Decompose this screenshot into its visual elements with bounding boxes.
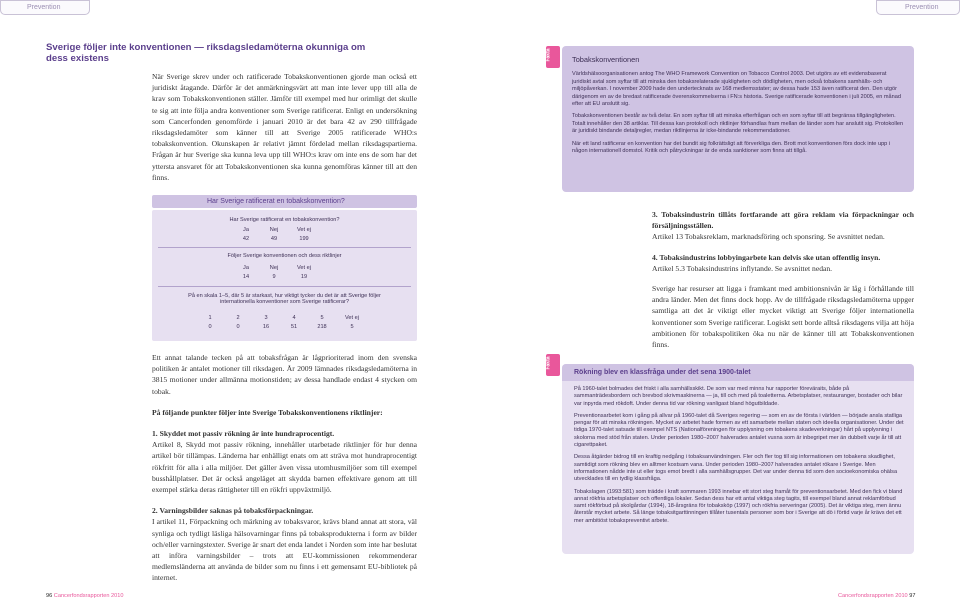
survey-val: 14 xyxy=(242,274,250,280)
survey-divider xyxy=(158,247,411,248)
survey-col: Vet ej xyxy=(297,227,311,233)
survey-col: Ja xyxy=(243,265,249,271)
fakta-paragraph: På 1960-talet bolmades det friskt i alla samhällsskikt. De som var med minns hur rapporter föreväraits, både på sammanträdesbordern och brevbod skrivmaskinerna — ja, till och med på toaletterna. Arbetsplatser, restauranger, bostader och bilar var inpyrda med rökdoft. Under denna tid var rökning vanligast bland högutbildade. xyxy=(574,386,903,407)
survey-val: 0 xyxy=(208,324,212,330)
survey-question-3: På en skala 1–5, där 5 är starkast, hur viktigt tycker du det är att Sverige följer internationella konventioner som Sverige ratificerar? xyxy=(188,293,381,305)
footer-left xyxy=(46,593,123,599)
survey-col: Ja xyxy=(243,227,249,233)
fakta-tag-label: Fakta xyxy=(545,48,552,62)
survey-col: Nej xyxy=(269,227,279,233)
survey-question-2: Följer Sverige konventionen och dess riktlinjer xyxy=(227,253,342,259)
fakta-paragraph: Preventionsarbetet kom i gång på allvar på 1960-talet då Sveriges regering — som en av de första i världen — började ansla statliga pengar för att minska rökningen. Mycket av arbetet hade formen av ett samarbete mellan staten och ideella organisationer. Under det tidiga 1970-talet satsade till exempel NTS (Nationalföreningen för upplysning om tobakens skadeverkningar) hårt på upplysning i skolorna med stöd från staten. Under perioden 1980–2007 halverades antalet vuxna som är inbegripet mer än dubbelt varje år till att cigarettpaket. xyxy=(574,412,904,449)
body-paragraph: Ett annat talande tecken på att tobaksfrågan är lågprioriterad inom den svenska politiken är antalet motioner till riksdagen. År 2009 lämnades riksdagsledamöterna in 3815 motioner under allmänna motionstiden; av dessa handlade endast 4 stycken om tobak. xyxy=(152,353,417,396)
point-4 xyxy=(652,252,914,274)
publication-name-left: Cancerfondsrapporten 2010 xyxy=(53,593,124,599)
survey-header: Har Sverige ratificerat en tobakskonvention? xyxy=(152,195,417,208)
survey-col: 2 xyxy=(236,315,240,321)
fakta-box-tobakskonventionen xyxy=(562,46,914,192)
publication-name-right: Cancerfondsrapporten 2010 xyxy=(838,593,908,599)
point-3-title: 3. Tobaksindustrin tillåts fortfarande att göra reklam via förpackningar och försäljningsställen. xyxy=(652,210,914,231)
survey-col: Vet ej xyxy=(345,315,359,321)
page-heading: Sverige följer inte konventionen — riksdagsledamöterna okunniga om dess existens xyxy=(46,42,366,64)
fakta-paragraph: Världshälsoorganisationen antog The WHO Framework Convention on Tobacco Control 2003. Det utgörs av ett evidensbaserat juridiskt avtal som syftar till att minska den tobaksrelaterade sjukligheten och dödligheten, men också tobakens samhälls- och miljöpåverkan. I november 2009 hade den undertecknats av 168 medlemsstater; av dessa hade 153 även ratificerat den. Den utgör därigenom en av de bredast ratificerade överenskommelserna i FN:s historia. Sverige ratificerade konventionen i juli 2005, en månad efter att EU anslutit sig. xyxy=(572,71,901,108)
fakta-tag-1 xyxy=(546,46,560,68)
survey-box xyxy=(152,210,417,341)
point-4-text: Artikel 5.3 Tobaksindustrins inflytande. Se avsnittet nedan. xyxy=(652,263,833,273)
survey-val: 9 xyxy=(272,274,276,280)
survey-val: 0 xyxy=(236,324,240,330)
survey-val: 49 xyxy=(270,236,278,242)
survey-val: 19 xyxy=(300,274,308,280)
left-intro-paragraph: När Sverige skrev under och ratificerade Tobakskonventionen gjorde man också ett juridiskt åtagande. Därför är det anmärkningsvärt att man inte lever upp till alla de krav som Tobakskonventionen ställer. Jämför till exempel med hur orimligt det skulle te sig att inte följa andra konventioner som Sverige ratificerat. Enligt en undersökning som Cancerfonden genomförde i januari 2010 är det bara 42 av 290 tillfrågade riksdagsledamöter som känner till att Sverige 2005 ratificerade WHO:s tobakskonvention. Okunskapen är relativt jämnt fördelad mellan riksdagspartierna. Frågan är hur Sverige ska kunna leva upp till WHO:s krav om inte ens de som har det yttersta ansvaret för att Tobakskonventionen ska kunna genomföras känner till att den finns. xyxy=(152,72,417,182)
point-2-text: I artikel 11, Förpackning och märkning av tobaksvaror, krävs bland annat att stora, väl synliga och tydligt läsliga hälsovarningar finns på tobaksprodukterna i form av bilder och/eller varningstexter. Sverige är snart det enda landet i Norden som inte har beslutat att införa varningsbilder – trots att EU-kommissionen rekommenderar medlemsländerna att använda de bilder som nu finns i ett gemensamt EU-bibliotek på internet. xyxy=(152,517,417,583)
survey-val: 16 xyxy=(262,324,270,330)
point-4-title: 4. Tobaksindustrins lobbyingarbete kan delvis ske utan offentlig insyn. xyxy=(652,252,881,262)
footer-right xyxy=(838,593,915,599)
fakta-box-klassfraga xyxy=(562,364,914,554)
point-2 xyxy=(152,505,417,583)
survey-col: 1 xyxy=(208,315,212,321)
page-number-right: 97 xyxy=(909,593,916,599)
survey-col: 5 xyxy=(320,315,324,321)
point-2-title: 2. Varningsbilder saknas på tobaksförpackningar. xyxy=(152,506,314,516)
fakta-paragraph: När ett land ratificerar en konvention har det bundit sig folkrättsligt att förverkliga den. Brott mot konventionen förs dock inte upp i någon internationell domstol. Kritik och påtryckningar är de enda sanktioner som finns att tillgå. xyxy=(572,140,891,155)
survey-val: 51 xyxy=(290,324,298,330)
fakta-tag-2 xyxy=(546,354,560,376)
survey-val: 218 xyxy=(317,324,327,330)
point-3-text: Artikel 13 Tobaksreklam, marknadsföring och sponsring. Se avsnittet nedan. xyxy=(652,232,885,242)
body-paragraph: Sverige har resurser att ligga i framkant med ambitionsnivån är låg i förhållande till andra länder. Men det finns dock hopp. Av de tillfrågade riksdagsledamöterna uppger samtliga att det är viktigt eller mycket viktigt att Sverige följer internationella konventioner som Sverige ratificerar. Logiskt sett borde alltså riksdagens vilja att höja ambitionen för tobakspolitiken öka nu när de känner till att Tobakskonventionen finns. xyxy=(652,284,914,350)
survey-val: 42 xyxy=(242,236,250,242)
fakta-paragraph: Dessa åtgärder bidrog till en kraftig nedgång i tobaksanvändningen. Fler och fler tog till sig informationen om tobakens skadlighet, samtidigt som rökning blev en alltmer kostsam vana. Under perioden 1980–2007 halverades antalet rökare i Sverige. Men informationen nådde inte ut eller togs emot bredt i alla samhällsgrupper. Det var under denna tid som den socioekonomiska ohälsa utvecklades till en tydlig klassfråga. xyxy=(574,454,898,483)
right-body-text xyxy=(652,209,914,359)
point-1 xyxy=(152,428,417,495)
page-number-left: 96 xyxy=(46,593,53,599)
left-intro-text xyxy=(152,71,417,183)
point-3 xyxy=(652,209,914,243)
fakta-paragraph: Tobakslagen (1993:581) som trädde i kraft sommaren 1993 innebar ett stort steg framåt för preventionsarbetet. Med den fick vi bland annat rökfria arbetsplatser och offentliga lokaler. Sedan dess har ett antal viktiga steg tagits, till exempel bland annat reklamförbud samt rökförbud på skolgårdar (1994), 18-årsgräns för tobaksköp (1997) och rökfria serveringar (2005). Det är viktiga steg, men ännu återstår mycket arbete. Så länge tobaksitgarttinningen tillåter tusentals personer som bor i Sverige att dö i förtid varje år krävs det ett mer ambitiöst tobakspreventivt arbete. xyxy=(574,488,903,524)
prevention-tab-right: Prevention xyxy=(876,0,960,15)
survey-val: 5 xyxy=(350,324,354,330)
survey-col: Vet ej xyxy=(297,265,311,271)
left-body-text xyxy=(152,352,417,594)
survey-divider xyxy=(158,286,411,287)
fakta-paragraph: Tobakskonventionen består av två delar. En som syftar till att minska efterfrågan och en som syftar till att begränsa tillgängligheten. Totalt innehåller den 38 artiklar. Till dessa kan protokoll och riktlinjer förhandlas fram mellan de länder som har anslutit sig. Protokollen är juridiskt bindande detaljregler, medan riktlinjerna är icke-bindande rekommendationer. xyxy=(572,113,904,135)
survey-question-1: Har Sverige ratificerat en tobakskonvention? xyxy=(229,217,340,223)
fakta-box-title: Tobakskonventionen xyxy=(572,55,640,64)
fakta-tag-label: Fakta xyxy=(545,356,552,370)
prevention-tab-left: Prevention xyxy=(0,0,90,15)
survey-val: 199 xyxy=(299,236,309,242)
fakta-box-body xyxy=(574,386,904,530)
point-1-title: 1. Skyddet mot passiv rökning är inte hundraprocentigt. xyxy=(152,429,335,439)
fakta-box-title: Rökning blev en klassfråga under det sena 1900-talet xyxy=(562,364,914,381)
body-subheading: På följande punkter följer inte Sverige Tobakskonventionens riktlinjer: xyxy=(152,407,383,417)
survey-col: 4 xyxy=(292,315,296,321)
survey-col: Nej xyxy=(269,265,279,271)
point-1-text: Artikel 8, Skydd mot passiv rökning, innehåller utarbetade riktlinjer för hur denna artikel bör tillämpas. Länderna har enhälligt enats om att sträva mot hundraprocentigt rökfritt för alla i alla miljöer. Det gäller även vissa utomhusmiljöer som till exempel busshållplatser. Det är också angeläget att skydda barnen effektivare genom att till exempel stärka deras rättigheter till en rökfri uppväxtmiljö. xyxy=(152,440,417,495)
survey-col: 3 xyxy=(264,315,268,321)
